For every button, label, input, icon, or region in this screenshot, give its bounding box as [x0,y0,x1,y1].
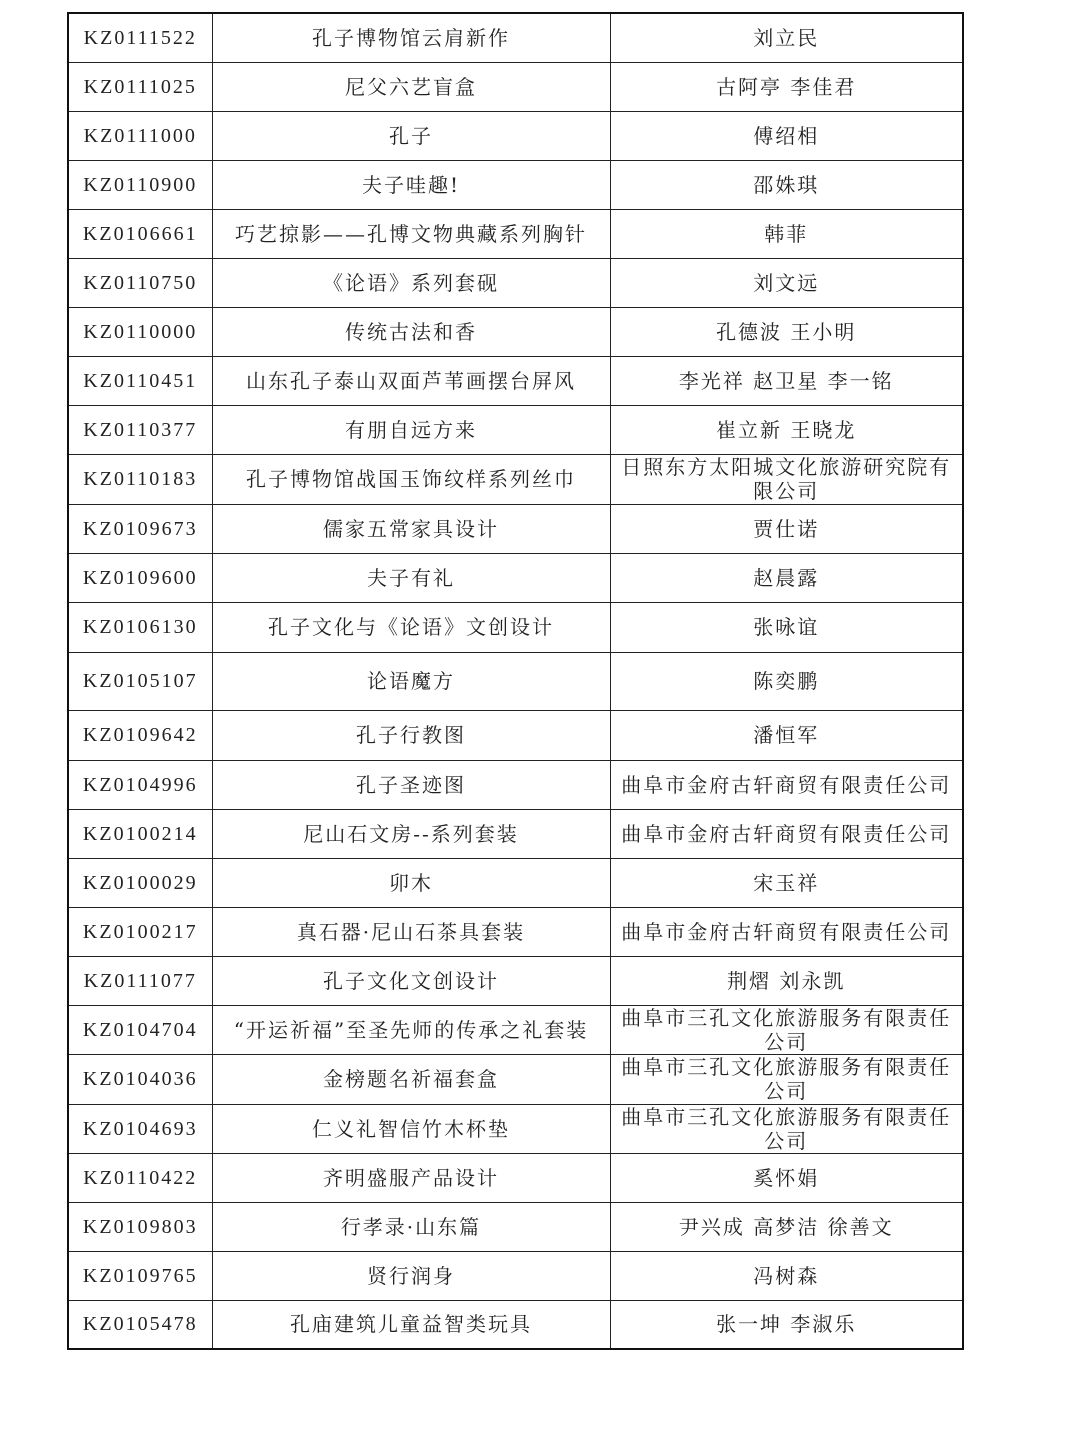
award-list-body [68,13,963,1349]
entry-id-cell: KZ0105107 [68,652,212,710]
table-row [68,454,963,504]
author-cell: 日照东方太阳城文化旅游研究院有限公司 [610,454,963,504]
table-row [68,209,963,258]
entry-id-cell: KZ0104693 [68,1104,212,1153]
entry-id-cell: KZ0109600 [68,553,212,602]
work-title-cell: 巧艺掠影——孔博文物典藏系列胸针 [212,209,610,258]
work-title-cell: 孔子博物馆战国玉饰纹样系列丝巾 [212,454,610,504]
work-title-cell: 传统古法和香 [212,307,610,356]
table-row [68,1300,963,1349]
author-cell: 古阿亭 李佳君 [610,62,963,111]
entry-id-cell: KZ0104704 [68,1005,212,1054]
table-row [68,160,963,209]
table-row [68,504,963,553]
entry-id-cell: KZ0104036 [68,1054,212,1104]
entry-id-cell: KZ0100029 [68,858,212,907]
work-title-cell: “开运祈福”至圣先师的传承之礼套装 [212,1005,610,1054]
work-title-cell: 孔子圣迹图 [212,760,610,809]
entry-id-cell: KZ0110000 [68,307,212,356]
entry-id-cell: KZ0110451 [68,356,212,405]
author-cell: 荆熠 刘永凯 [610,956,963,1005]
author-cell: 傅绍相 [610,111,963,160]
author-cell: 崔立新 王晓龙 [610,405,963,454]
entry-id-cell: KZ0106661 [68,209,212,258]
work-title-cell: 孔子博物馆云肩新作 [212,13,610,62]
entry-id-cell: KZ0111000 [68,111,212,160]
entry-id-cell: KZ0110377 [68,405,212,454]
table-row [68,652,963,710]
work-title-cell: 夫子有礼 [212,553,610,602]
entry-id-cell: KZ0110422 [68,1153,212,1202]
work-title-cell: 有朋自远方来 [212,405,610,454]
author-cell: 曲阜市金府古轩商贸有限责任公司 [610,907,963,956]
author-cell: 贾仕诺 [610,504,963,553]
work-title-cell: 儒家五常家具设计 [212,504,610,553]
table-row [68,111,963,160]
author-cell: 韩菲 [610,209,963,258]
work-title-cell: 行孝录·山东篇 [212,1202,610,1251]
table-row [68,858,963,907]
table-row [68,1104,963,1153]
work-title-cell: 孔子 [212,111,610,160]
work-title-cell: 论语魔方 [212,652,610,710]
work-title-cell: 尼山石文房--系列套装 [212,809,610,858]
entry-id-cell: KZ0109765 [68,1251,212,1300]
table-row [68,1153,963,1202]
entry-id-cell: KZ0110900 [68,160,212,209]
work-title-cell: 贤行润身 [212,1251,610,1300]
author-cell: 刘立民 [610,13,963,62]
author-cell: 邵姝琪 [610,160,963,209]
entry-id-cell: KZ0106130 [68,602,212,652]
table-row [68,907,963,956]
entry-id-cell: KZ0109642 [68,710,212,760]
work-title-cell: 《论语》系列套砚 [212,258,610,307]
table-row [68,1054,963,1104]
work-title-cell: 金榜题名祈福套盒 [212,1054,610,1104]
table-row [68,307,963,356]
entry-id-cell: KZ0111025 [68,62,212,111]
author-cell: 冯树森 [610,1251,963,1300]
table-row [68,405,963,454]
author-cell: 曲阜市金府古轩商贸有限责任公司 [610,760,963,809]
table-row [68,1202,963,1251]
author-cell: 张一坤 李淑乐 [610,1300,963,1349]
author-cell: 宋玉祥 [610,858,963,907]
table-row [68,356,963,405]
entry-id-cell: KZ0111077 [68,956,212,1005]
work-title-cell: 仁义礼智信竹木杯垫 [212,1104,610,1153]
author-cell: 曲阜市三孔文化旅游服务有限责任公司 [610,1054,963,1104]
entry-id-cell: KZ0100214 [68,809,212,858]
author-cell: 李光祥 赵卫星 李一铭 [610,356,963,405]
author-cell: 孔德波 王小明 [610,307,963,356]
table-row [68,602,963,652]
work-title-cell: 孔子文化文创设计 [212,956,610,1005]
work-title-cell: 卯木 [212,858,610,907]
entry-id-cell: KZ0105478 [68,1300,212,1349]
work-title-cell: 山东孔子泰山双面芦苇画摆台屏风 [212,356,610,405]
table-row [68,62,963,111]
entry-id-cell: KZ0110183 [68,454,212,504]
table-row [68,1251,963,1300]
table-row [68,956,963,1005]
entry-id-cell: KZ0110750 [68,258,212,307]
table-row [68,258,963,307]
entry-id-cell: KZ0111522 [68,13,212,62]
entry-id-cell: KZ0104996 [68,760,212,809]
table-row [68,553,963,602]
author-cell: 陈奕鹏 [610,652,963,710]
author-cell: 尹兴成 高梦洁 徐善文 [610,1202,963,1251]
table-row [68,1005,963,1054]
author-cell: 刘文远 [610,258,963,307]
work-title-cell: 真石器·尼山石茶具套装 [212,907,610,956]
table-row [68,13,963,62]
author-cell: 奚怀娟 [610,1153,963,1202]
work-title-cell: 夫子哇趣! [212,160,610,209]
work-title-cell: 尼父六艺盲盒 [212,62,610,111]
author-cell: 曲阜市三孔文化旅游服务有限责任公司 [610,1104,963,1153]
table-row [68,760,963,809]
table-row [68,809,963,858]
author-cell: 曲阜市金府古轩商贸有限责任公司 [610,809,963,858]
work-title-cell: 齐明盛服产品设计 [212,1153,610,1202]
author-cell: 赵晨露 [610,553,963,602]
award-list-table [67,12,964,1350]
author-cell: 曲阜市三孔文化旅游服务有限责任公司 [610,1005,963,1054]
work-title-cell: 孔庙建筑儿童益智类玩具 [212,1300,610,1349]
work-title-cell: 孔子行教图 [212,710,610,760]
author-cell: 潘恒军 [610,710,963,760]
entry-id-cell: KZ0100217 [68,907,212,956]
table-row [68,710,963,760]
entry-id-cell: KZ0109803 [68,1202,212,1251]
work-title-cell: 孔子文化与《论语》文创设计 [212,602,610,652]
author-cell: 张咏谊 [610,602,963,652]
entry-id-cell: KZ0109673 [68,504,212,553]
